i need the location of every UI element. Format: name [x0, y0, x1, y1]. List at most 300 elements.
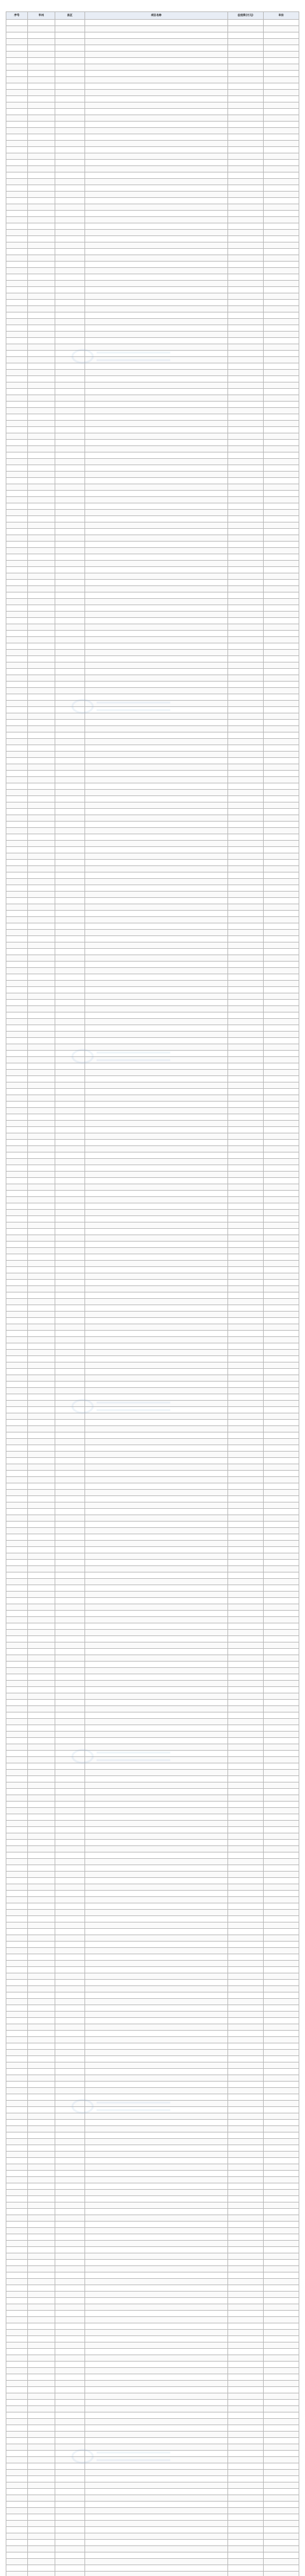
- table-row: [6, 726, 299, 732]
- cell-index: [6, 2247, 28, 2253]
- cell-investment: [227, 2152, 263, 2158]
- table-row: [6, 790, 299, 796]
- cell-city: [27, 2120, 55, 2126]
- cell-city: [27, 77, 55, 83]
- cell-year: [263, 974, 299, 981]
- cell-county: [55, 911, 85, 917]
- cell-city: [27, 981, 55, 987]
- cell-county: [55, 1884, 85, 1891]
- cell-city: [27, 2349, 55, 2355]
- table-row: [6, 1662, 299, 1668]
- cell-city: [27, 720, 55, 726]
- cell-investment: [227, 452, 263, 459]
- cell-index: [6, 592, 28, 599]
- cell-county: [55, 2387, 85, 2393]
- cell-city: [27, 1019, 55, 1025]
- cell-project-name: [85, 2062, 228, 2069]
- cell-investment: [227, 993, 263, 1000]
- cell-city: [27, 1172, 55, 1178]
- cell-county: [55, 2152, 85, 2158]
- cell-city: [27, 2024, 55, 2031]
- table-row: [6, 701, 299, 707]
- table-row: [6, 1331, 299, 1337]
- cell-index: [6, 1401, 28, 1407]
- cell-year: [263, 223, 299, 230]
- table-row: [6, 357, 299, 363]
- cell-investment: [227, 351, 263, 357]
- table-row: [6, 1515, 299, 1522]
- cell-county: [55, 427, 85, 433]
- cell-investment: [227, 217, 263, 223]
- cell-project-name: [85, 1490, 228, 1496]
- cell-county: [55, 1292, 85, 1299]
- cell-year: [263, 1942, 299, 1948]
- cell-county: [55, 2209, 85, 2215]
- cell-index: [6, 2082, 28, 2088]
- cell-project-name: [85, 2463, 228, 2470]
- cell-index: [6, 1051, 28, 1057]
- cell-city: [27, 1458, 55, 1464]
- cell-investment: [227, 1522, 263, 1528]
- table-body: [6, 20, 299, 2576]
- cell-investment: [227, 1445, 263, 1452]
- cell-county: [55, 1095, 85, 1102]
- cell-project-name: [85, 1337, 228, 1343]
- cell-investment: [227, 1916, 263, 1922]
- table-row: [6, 1445, 299, 1452]
- cell-city: [27, 1006, 55, 1012]
- cell-city: [27, 230, 55, 236]
- table-row: [6, 1044, 299, 1051]
- cell-project-name: [85, 20, 228, 26]
- cell-project-name: [85, 510, 228, 516]
- cell-county: [55, 1191, 85, 1197]
- cell-city: [27, 217, 55, 223]
- table-row: [6, 338, 299, 344]
- cell-project-name: [85, 2069, 228, 2075]
- cell-index: [6, 923, 28, 930]
- cell-index: [6, 1992, 28, 1999]
- cell-year: [263, 414, 299, 421]
- cell-investment: [227, 128, 263, 134]
- cell-project-name: [85, 1732, 228, 1738]
- cell-year: [263, 1032, 299, 1038]
- cell-county: [55, 1897, 85, 1903]
- cell-county: [55, 2546, 85, 2552]
- cell-year: [263, 2145, 299, 2152]
- cell-year: [263, 2495, 299, 2502]
- cell-investment: [227, 223, 263, 230]
- table-row: [6, 1305, 299, 1312]
- cell-city: [27, 2521, 55, 2527]
- cell-county: [55, 281, 85, 287]
- cell-year: [263, 968, 299, 974]
- table-row: [6, 2419, 299, 2425]
- cell-county: [55, 815, 85, 822]
- cell-year: [263, 2336, 299, 2342]
- cell-city: [27, 1191, 55, 1197]
- cell-index: [6, 2508, 28, 2514]
- table-row: [6, 268, 299, 274]
- cell-year: [263, 2272, 299, 2279]
- cell-year: [263, 618, 299, 624]
- cell-county: [55, 376, 85, 382]
- cell-project-name: [85, 90, 228, 96]
- cell-index: [6, 2425, 28, 2432]
- cell-county: [55, 185, 85, 192]
- cell-investment: [227, 1636, 263, 1642]
- cell-city: [27, 1827, 55, 1833]
- cell-city: [27, 497, 55, 503]
- cell-project-name: [85, 1261, 228, 1267]
- cell-city: [27, 1547, 55, 1553]
- cell-index: [6, 631, 28, 637]
- cell-county: [55, 923, 85, 930]
- cell-index: [6, 1897, 28, 1903]
- cell-project-name: [85, 1763, 228, 1770]
- cell-project-name: [85, 522, 228, 529]
- table-row: [6, 90, 299, 96]
- cell-index: [6, 1108, 28, 1114]
- cell-project-name: [85, 1471, 228, 1477]
- cell-county: [55, 548, 85, 554]
- cell-year: [263, 1063, 299, 1070]
- cell-city: [27, 1248, 55, 1254]
- cell-year: [263, 497, 299, 503]
- cell-project-name: [85, 1642, 228, 1649]
- cell-year: [263, 484, 299, 491]
- cell-investment: [227, 2330, 263, 2336]
- cell-city: [27, 2107, 55, 2113]
- cell-city: [27, 1910, 55, 1916]
- cell-investment: [227, 2171, 263, 2177]
- cell-year: [263, 872, 299, 879]
- cell-investment: [227, 45, 263, 52]
- cell-index: [6, 580, 28, 586]
- cell-investment: [227, 2476, 263, 2482]
- cell-county: [55, 1057, 85, 1063]
- cell-city: [27, 752, 55, 758]
- cell-county: [55, 484, 85, 491]
- cell-index: [6, 1267, 28, 1273]
- cell-year: [263, 2139, 299, 2145]
- table-row: [6, 1655, 299, 1662]
- cell-year: [263, 1878, 299, 1884]
- cell-city: [27, 1585, 55, 1592]
- cell-project-name: [85, 554, 228, 561]
- table-row: [6, 1070, 299, 1076]
- cell-investment: [227, 102, 263, 109]
- cell-year: [263, 249, 299, 255]
- cell-project-name: [85, 1528, 228, 1534]
- cell-investment: [227, 2050, 263, 2056]
- table-row: [6, 2476, 299, 2482]
- cell-year: [263, 548, 299, 554]
- cell-city: [27, 2260, 55, 2266]
- cell-county: [55, 2228, 85, 2234]
- cell-project-name: [85, 1222, 228, 1229]
- cell-county: [55, 1719, 85, 1725]
- table-row: [6, 745, 299, 752]
- table-row: [6, 1292, 299, 1299]
- cell-year: [263, 662, 299, 669]
- cell-year: [263, 1668, 299, 1674]
- table-row: [6, 580, 299, 586]
- cell-year: [263, 1146, 299, 1152]
- cell-investment: [227, 1057, 263, 1063]
- cell-index: [6, 1254, 28, 1261]
- cell-project-name: [85, 853, 228, 860]
- cell-index: [6, 643, 28, 650]
- cell-city: [27, 1802, 55, 1808]
- cell-project-name: [85, 1980, 228, 1986]
- cell-investment: [227, 1356, 263, 1362]
- cell-index: [6, 293, 28, 300]
- cell-index: [6, 262, 28, 268]
- cell-index: [6, 1082, 28, 1089]
- cell-index: [6, 554, 28, 561]
- cell-index: [6, 1859, 28, 1865]
- cell-project-name: [85, 1770, 228, 1776]
- cell-year: [263, 217, 299, 223]
- cell-county: [55, 1102, 85, 1108]
- cell-index: [6, 2406, 28, 2412]
- cell-investment: [227, 39, 263, 45]
- cell-project-name: [85, 1522, 228, 1528]
- cell-year: [263, 1859, 299, 1865]
- cell-project-name: [85, 1617, 228, 1623]
- table-row: [6, 1000, 299, 1006]
- cell-city: [27, 631, 55, 637]
- cell-county: [55, 1006, 85, 1012]
- table-row: [6, 872, 299, 879]
- cell-investment: [227, 2342, 263, 2349]
- cell-county: [55, 1114, 85, 1121]
- cell-index: [6, 211, 28, 217]
- table-row: [6, 1254, 299, 1261]
- cell-index: [6, 153, 28, 160]
- cell-county: [55, 1375, 85, 1382]
- table-row: [6, 2190, 299, 2196]
- cell-project-name: [85, 1108, 228, 1114]
- cell-index: [6, 2171, 28, 2177]
- table-row: [6, 586, 299, 592]
- cell-project-name: [85, 1986, 228, 1992]
- cell-index: [6, 389, 28, 395]
- cell-county: [55, 1865, 85, 1872]
- cell-project-name: [85, 1267, 228, 1273]
- cell-county: [55, 433, 85, 440]
- cell-index: [6, 612, 28, 618]
- table-row: [6, 2241, 299, 2247]
- cell-project-name: [85, 179, 228, 185]
- cell-investment: [227, 1681, 263, 1687]
- cell-project-name: [85, 153, 228, 160]
- cell-index: [6, 1089, 28, 1095]
- cell-investment: [227, 1483, 263, 1490]
- cell-project-name: [85, 478, 228, 484]
- cell-city: [27, 312, 55, 319]
- table-row: [6, 1394, 299, 1401]
- cell-project-name: [85, 1547, 228, 1553]
- cell-project-name: [85, 268, 228, 274]
- cell-investment: [227, 465, 263, 472]
- cell-county: [55, 1604, 85, 1611]
- cell-year: [263, 1891, 299, 1897]
- table-row: [6, 1751, 299, 1757]
- cell-county: [55, 2502, 85, 2508]
- cell-investment: [227, 1872, 263, 1878]
- cell-city: [27, 586, 55, 592]
- cell-year: [263, 542, 299, 548]
- cell-index: [6, 955, 28, 962]
- cell-city: [27, 1496, 55, 1502]
- cell-index: [6, 1935, 28, 1942]
- cell-county: [55, 497, 85, 503]
- cell-city: [27, 1044, 55, 1051]
- cell-index: [6, 1375, 28, 1382]
- cell-index: [6, 357, 28, 363]
- cell-project-name: [85, 688, 228, 694]
- cell-index: [6, 376, 28, 382]
- cell-year: [263, 433, 299, 440]
- cell-project-name: [85, 2209, 228, 2215]
- cell-investment: [227, 2323, 263, 2330]
- table-row: [6, 1095, 299, 1102]
- cell-county: [55, 1432, 85, 1439]
- cell-year: [263, 2387, 299, 2393]
- cell-city: [27, 338, 55, 344]
- cell-county: [55, 395, 85, 402]
- table-row: [6, 433, 299, 440]
- cell-index: [6, 2432, 28, 2438]
- cell-county: [55, 223, 85, 230]
- cell-city: [27, 433, 55, 440]
- cell-investment: [227, 1426, 263, 1432]
- cell-county: [55, 535, 85, 542]
- cell-city: [27, 2043, 55, 2050]
- cell-investment: [227, 2502, 263, 2508]
- cell-county: [55, 1089, 85, 1095]
- cell-investment: [227, 1789, 263, 1795]
- cell-city: [27, 2444, 55, 2451]
- cell-index: [6, 1312, 28, 1318]
- cell-year: [263, 1165, 299, 1172]
- table-row: [6, 325, 299, 332]
- cell-year: [263, 2266, 299, 2272]
- cell-index: [6, 707, 28, 713]
- table-row: [6, 414, 299, 421]
- cell-year: [263, 1006, 299, 1012]
- cell-city: [27, 860, 55, 866]
- cell-year: [263, 2572, 299, 2576]
- cell-investment: [227, 1859, 263, 1865]
- cell-project-name: [85, 2425, 228, 2432]
- table-row: [6, 2107, 299, 2113]
- cell-index: [6, 1331, 28, 1337]
- cell-year: [263, 2374, 299, 2381]
- cell-county: [55, 1770, 85, 1776]
- cell-investment: [227, 1261, 263, 1267]
- table-row: [6, 465, 299, 472]
- cell-county: [55, 198, 85, 204]
- cell-county: [55, 802, 85, 809]
- cell-index: [6, 758, 28, 764]
- cell-city: [27, 2489, 55, 2495]
- table-row: [6, 172, 299, 179]
- table-row: [6, 1598, 299, 1604]
- cell-investment: [227, 904, 263, 911]
- cell-project-name: [85, 1611, 228, 1617]
- cell-investment: [227, 58, 263, 64]
- cell-index: [6, 694, 28, 701]
- cell-county: [55, 147, 85, 153]
- column-header-year: 年份: [263, 12, 299, 20]
- cell-investment: [227, 1528, 263, 1534]
- table-row: [6, 2272, 299, 2279]
- cell-index: [6, 1407, 28, 1413]
- cell-index: [6, 2139, 28, 2145]
- cell-year: [263, 1572, 299, 1579]
- cell-county: [55, 1916, 85, 1922]
- cell-project-name: [85, 172, 228, 179]
- cell-project-name: [85, 656, 228, 662]
- cell-county: [55, 96, 85, 102]
- cell-project-name: [85, 274, 228, 281]
- cell-county: [55, 796, 85, 802]
- cell-project-name: [85, 1789, 228, 1795]
- cell-year: [263, 930, 299, 936]
- table-row: [6, 1299, 299, 1305]
- cell-city: [27, 732, 55, 739]
- cell-city: [27, 796, 55, 802]
- cell-investment: [227, 987, 263, 993]
- table-row: [6, 1458, 299, 1464]
- cell-county: [55, 624, 85, 631]
- table-row: [6, 2292, 299, 2298]
- cell-county: [55, 1751, 85, 1757]
- cell-year: [263, 2279, 299, 2285]
- cell-year: [263, 185, 299, 192]
- table-row: [6, 2400, 299, 2406]
- cell-index: [6, 1242, 28, 1248]
- cell-county: [55, 1210, 85, 1216]
- cell-index: [6, 1197, 28, 1203]
- cell-index: [6, 974, 28, 981]
- cell-city: [27, 2311, 55, 2317]
- cell-year: [263, 1814, 299, 1821]
- cell-county: [55, 1407, 85, 1413]
- cell-county: [55, 573, 85, 580]
- cell-county: [55, 83, 85, 90]
- cell-county: [55, 166, 85, 172]
- table-row: [6, 1350, 299, 1356]
- cell-city: [27, 1407, 55, 1413]
- cell-index: [6, 2521, 28, 2527]
- cell-investment: [227, 1502, 263, 1509]
- cell-investment: [227, 866, 263, 872]
- cell-project-name: [85, 1025, 228, 1032]
- cell-county: [55, 338, 85, 344]
- cell-year: [263, 1261, 299, 1267]
- cell-year: [263, 1502, 299, 1509]
- cell-investment: [227, 160, 263, 166]
- cell-investment: [227, 682, 263, 688]
- cell-index: [6, 1623, 28, 1630]
- cell-project-name: [85, 262, 228, 268]
- cell-index: [6, 2489, 28, 2495]
- cell-project-name: [85, 1687, 228, 1693]
